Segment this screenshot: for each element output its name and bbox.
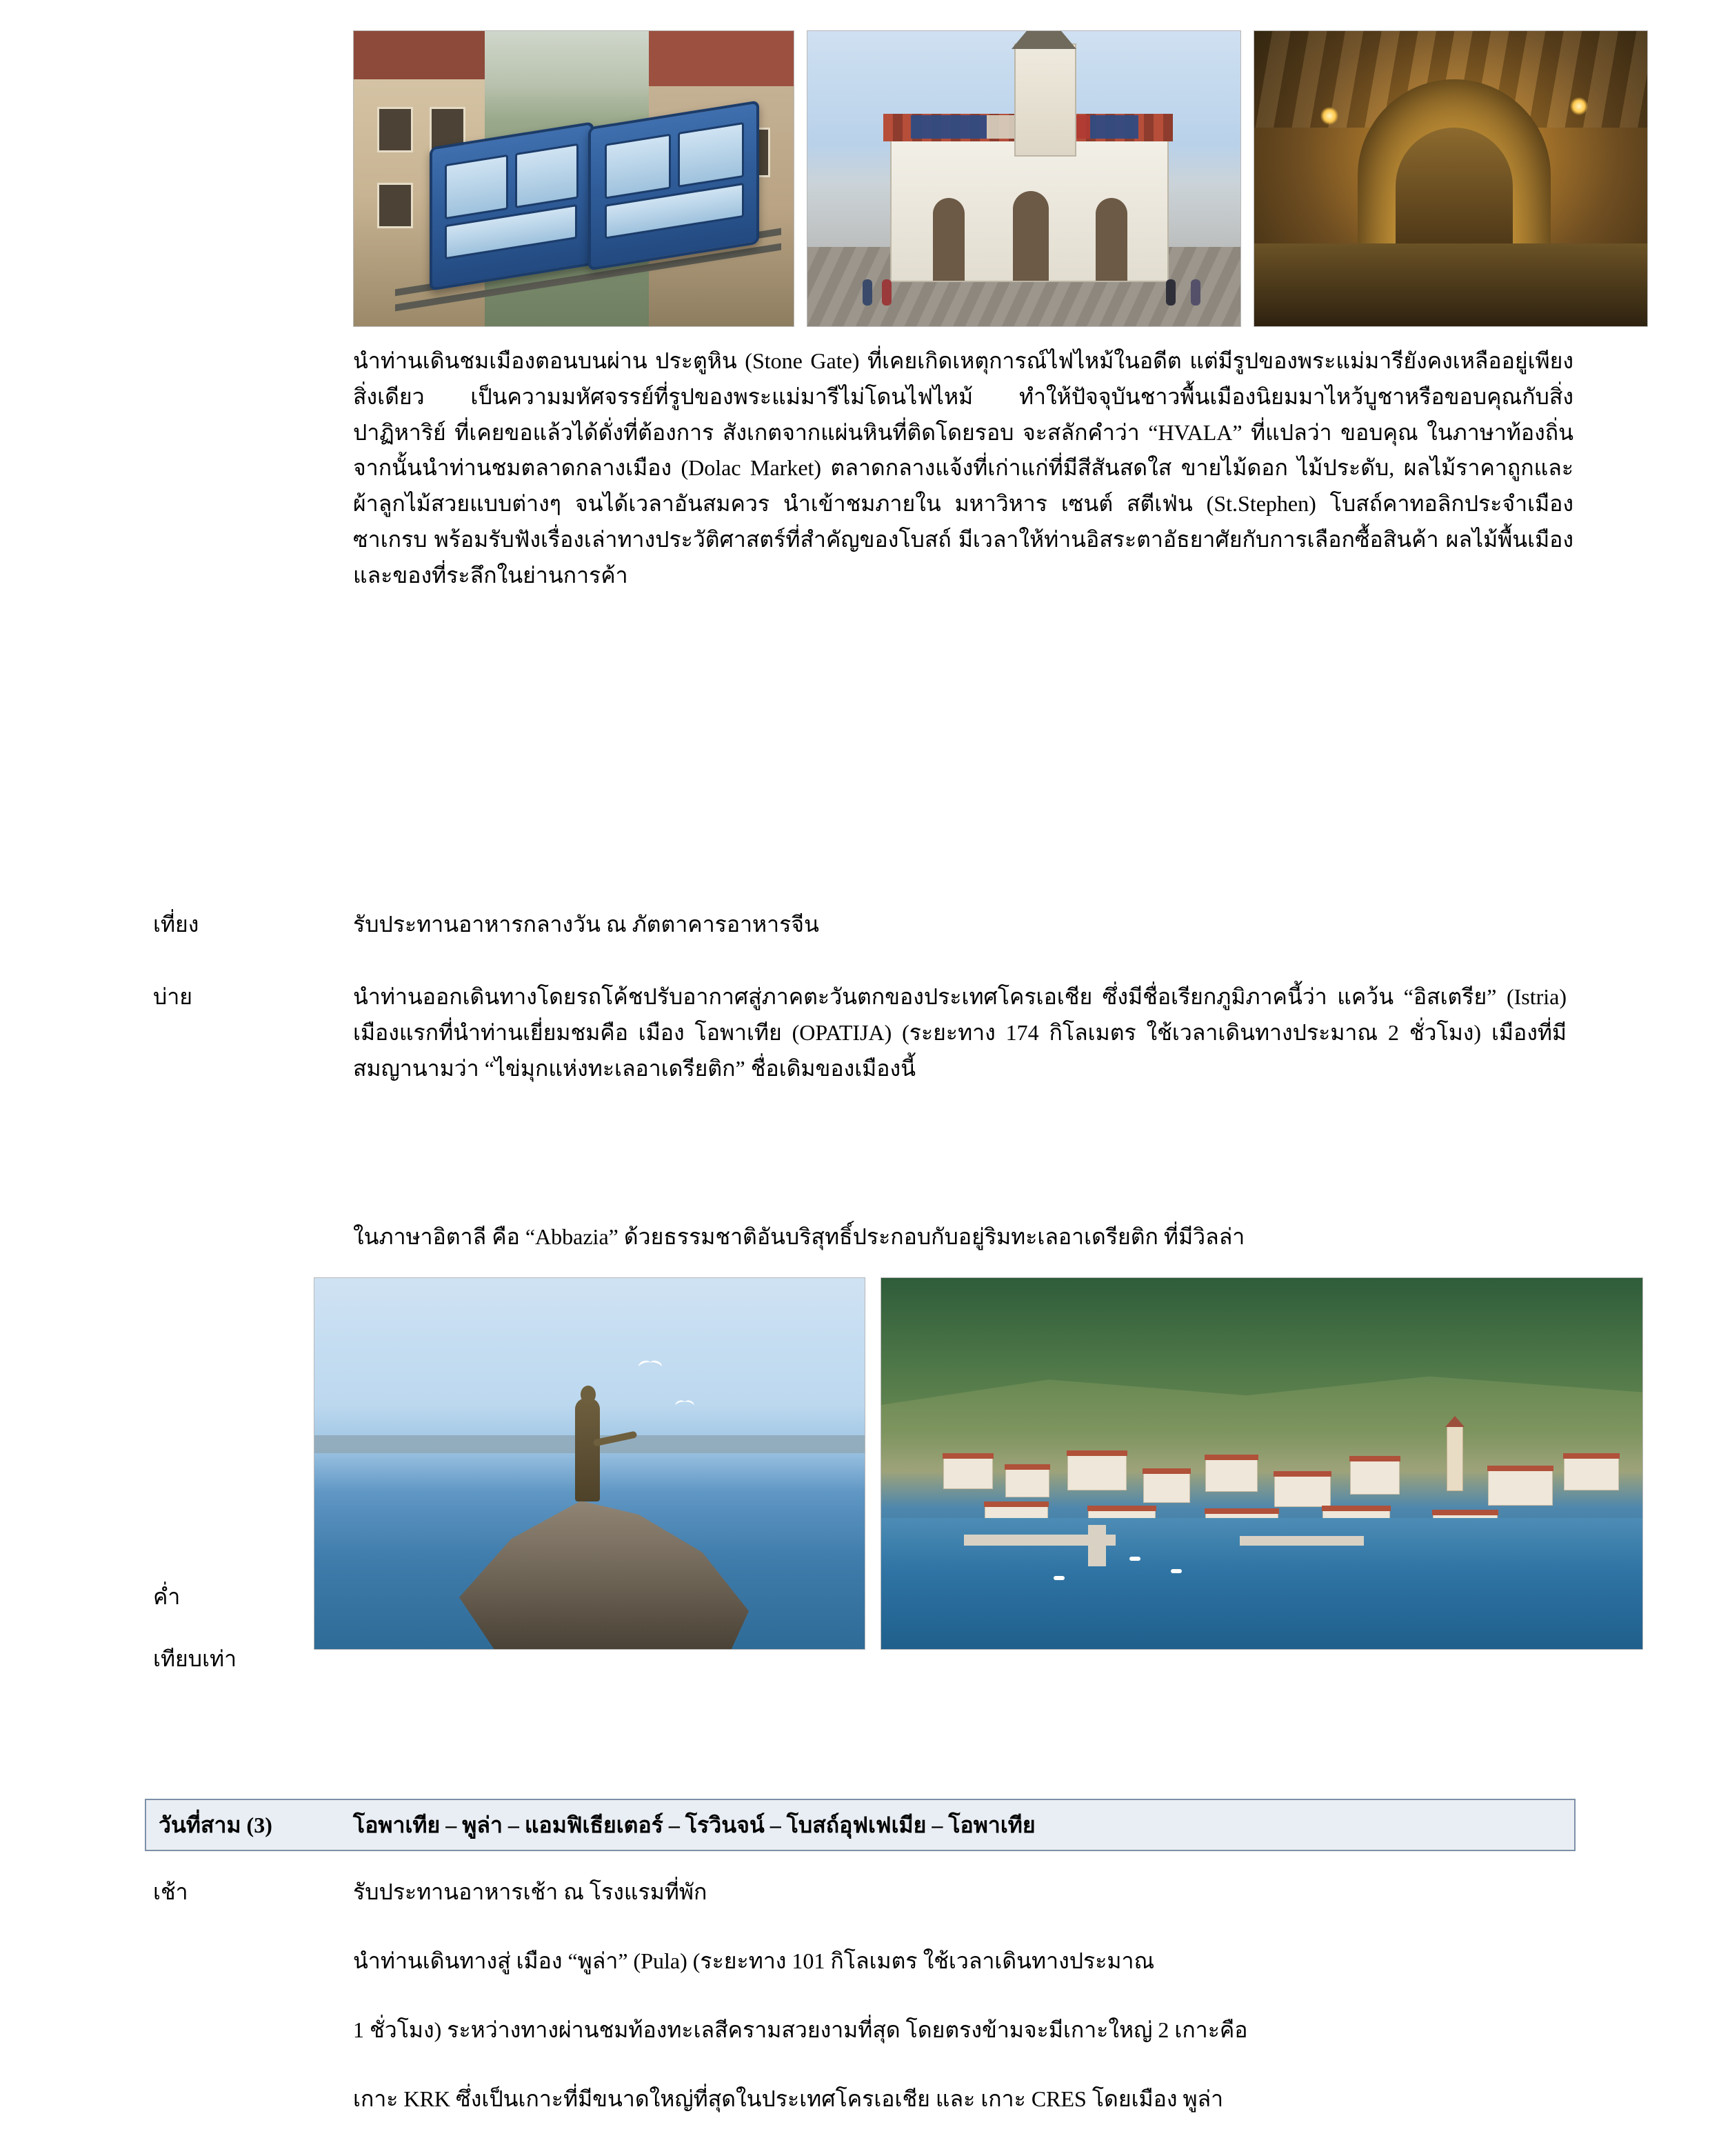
pier — [1240, 1536, 1364, 1546]
boat — [1171, 1569, 1182, 1573]
house — [943, 1457, 993, 1489]
statue-figure — [575, 1398, 600, 1501]
statue-head — [581, 1386, 596, 1404]
paragraph-main — [353, 343, 1573, 594]
pier — [1088, 1525, 1106, 1566]
day3-line-2: นำท่านเดินทางสู่ เมือง “พูล่า” (Pula) (ระยะทาง 101 กิโลเมตร ใช้เวลาเดินทางประมาณ — [353, 1948, 1155, 1973]
pedestrian — [1191, 279, 1200, 306]
house — [1143, 1473, 1190, 1503]
day3-line-4: เกาะ KRK ซึ่งเป็นเกาะที่มีขนาดใหญ่ที่สุดในประเทศโครเอเชีย และ เกาะ CRES โดยเมือง พูล่า — [353, 2086, 1224, 2111]
schedule-label-morning-day3: เช้า — [153, 1879, 188, 1904]
schedule-text-afternoon: นำท่านออกเดินทางโดยรถโค้ชปรับอากาศสู่ภาคตะวันตกของประเทศโครเอเชีย ซึ่งมีชื่อเรียกภูมิภาคนี้ว่า แคว้น “อิสเตรีย” (Istria) เมืองแรกที่นำท่านเยี่ยมชมคือ เมือง โอพาเทีย (OPATIJA) (ระยะทาง 174 กิโลเมตร ใช้เวลาเดินทางประมาณ 2 ชั่วโมง) เมืองที่มีสมญานามว่า “ไข่มุกแห่งทะเลอาเดรียติก” ชื่อเดิมของเมืองนี้ — [353, 984, 1567, 1081]
church-body — [890, 134, 1169, 282]
boat — [1129, 1557, 1140, 1561]
schedule-text-afternoon-cont: ในภาษาอิตาลี คือ “Abbazia” ด้วยธรรมชาติอันบริสุทธิ์ประกอบกับอยู่ริมทะเลอาเดรียติก ที่มีวิลล่า — [353, 1224, 1245, 1249]
lamp-icon — [1570, 97, 1588, 115]
house — [1564, 1457, 1619, 1490]
stone-gate-photo — [1254, 30, 1648, 327]
house — [1350, 1460, 1400, 1495]
schedule-label-dinner: ค่ำ — [153, 1584, 181, 1609]
house — [1005, 1468, 1049, 1497]
church-door — [1096, 198, 1127, 281]
seagull-icon — [638, 1361, 662, 1372]
lamp-icon — [1320, 107, 1338, 125]
house — [1488, 1470, 1553, 1506]
st-marks-church-photo — [807, 30, 1241, 327]
day-header-label: วันที่สาม (3) — [159, 1812, 272, 1837]
schedule-label-afternoon: บ่าย — [153, 984, 193, 1009]
opatija-coast-photo — [881, 1277, 1643, 1650]
paragraph-main-text: นำท่านเดินชมเมืองตอนบนผ่าน ประตูหิน (Stone Gate) ที่เคยเกิดเหตุการณ์ไฟไหม้ในอดีต แต่มีรูปของพระแม่มารียังคงเหลืออยู่เพียงสิ่งเดียว เป็นความมหัศจรรย์ที่รูปของพระแม่มารีไม่โดนไฟไหม้ ทำให้ปัจจุบันชาวพื้นเมืองนิยมมาไหว้บูชาหรือขอบคุณกับสิ่งปาฏิหาริย์ ที่เคยขอแล้วได้ดั่งที่ต้องการ สังเกตจากแผ่นหินที่ติดโดยรอบ จะสลักคำว่า “HVALA” ที่แปลว่า ขอบคุณ ในภาษาท้องถิ่น จากนั้นนำท่านชมตลาดกลางเมือง (Dolac Market) ตลาดกลางแจ้งที่เก่าแก่ที่มีสีสันสดใส ขายไม้ดอก ไม้ประดับ, ผลไม้ราคาถูกและผ้าลูกไม้สวยแบบต่างๆ จนได้เวลาอันสมควร นำเข้าชมภายใน มหาวิหาร เซนต์ สตีเฟ่น (St.Stephen) โบสถ์คาทอลิกประจำเมืองซาเกรบ พร้อมรับฟังเรื่องเล่าทางประวัติศาสตร์ที่สำคัญของโบสถ์ มีเวลาให้ท่านอิสระตาอัธยาศัยกับการเลือกซื้อสินค้า ผลไม้พื้นเมืองและของที่ระลึกในย่านการค้า — [353, 348, 1573, 588]
church-door — [1013, 191, 1049, 281]
window — [377, 183, 413, 228]
schedule-label-lunch: เที่ยง — [153, 912, 199, 937]
schedule-text-lunch: รับประทานอาหารกลางวัน ณ ภัตตาคารอาหารจีน — [353, 912, 819, 937]
schedule-label-hotel: เทียบเท่า — [153, 1646, 237, 1671]
roof — [649, 31, 794, 86]
day-header-bar — [145, 1799, 1576, 1851]
day-header-route: โอพาเทีย – พูล่า – แอมฟิเธียเตอร์ – โรวินจน์ – โบสถ์อุฟเฟเมีย – โอพาเทีย — [353, 1812, 1036, 1837]
funicular-photo — [353, 30, 794, 327]
house — [1205, 1459, 1258, 1492]
day3-line-3: 1 ชั่วโมง) ระหว่างทางผ่านชมท้องทะเลสีครามสวยงามที่สุด โดยตรงข้ามจะมีเกาะใหญ่ 2 เกาะคือ — [353, 2017, 1248, 2042]
church-spire — [1012, 30, 1076, 49]
cobbled-road — [1254, 243, 1647, 326]
pedestrian — [882, 279, 892, 306]
day3-line-1: รับประทานอาหารเช้า ณ โรงแรมที่พัก — [353, 1879, 707, 1904]
funicular-car — [588, 100, 759, 270]
boat — [1054, 1576, 1065, 1580]
house — [1274, 1475, 1331, 1507]
church-door — [933, 198, 965, 281]
seagull-icon — [675, 1401, 694, 1410]
pedestrian — [1166, 279, 1176, 306]
maiden-with-seagull-photo — [314, 1277, 865, 1650]
church-tower — [1014, 43, 1076, 157]
bell-tower — [1447, 1426, 1463, 1491]
forested-hill — [881, 1278, 1642, 1437]
photo-strip-top — [353, 30, 1649, 327]
funicular-car — [430, 121, 594, 291]
house — [1067, 1455, 1127, 1490]
photo-strip-opatija — [314, 1277, 1644, 1650]
rock — [459, 1477, 749, 1649]
pedestrian — [863, 279, 872, 306]
window — [377, 107, 413, 152]
